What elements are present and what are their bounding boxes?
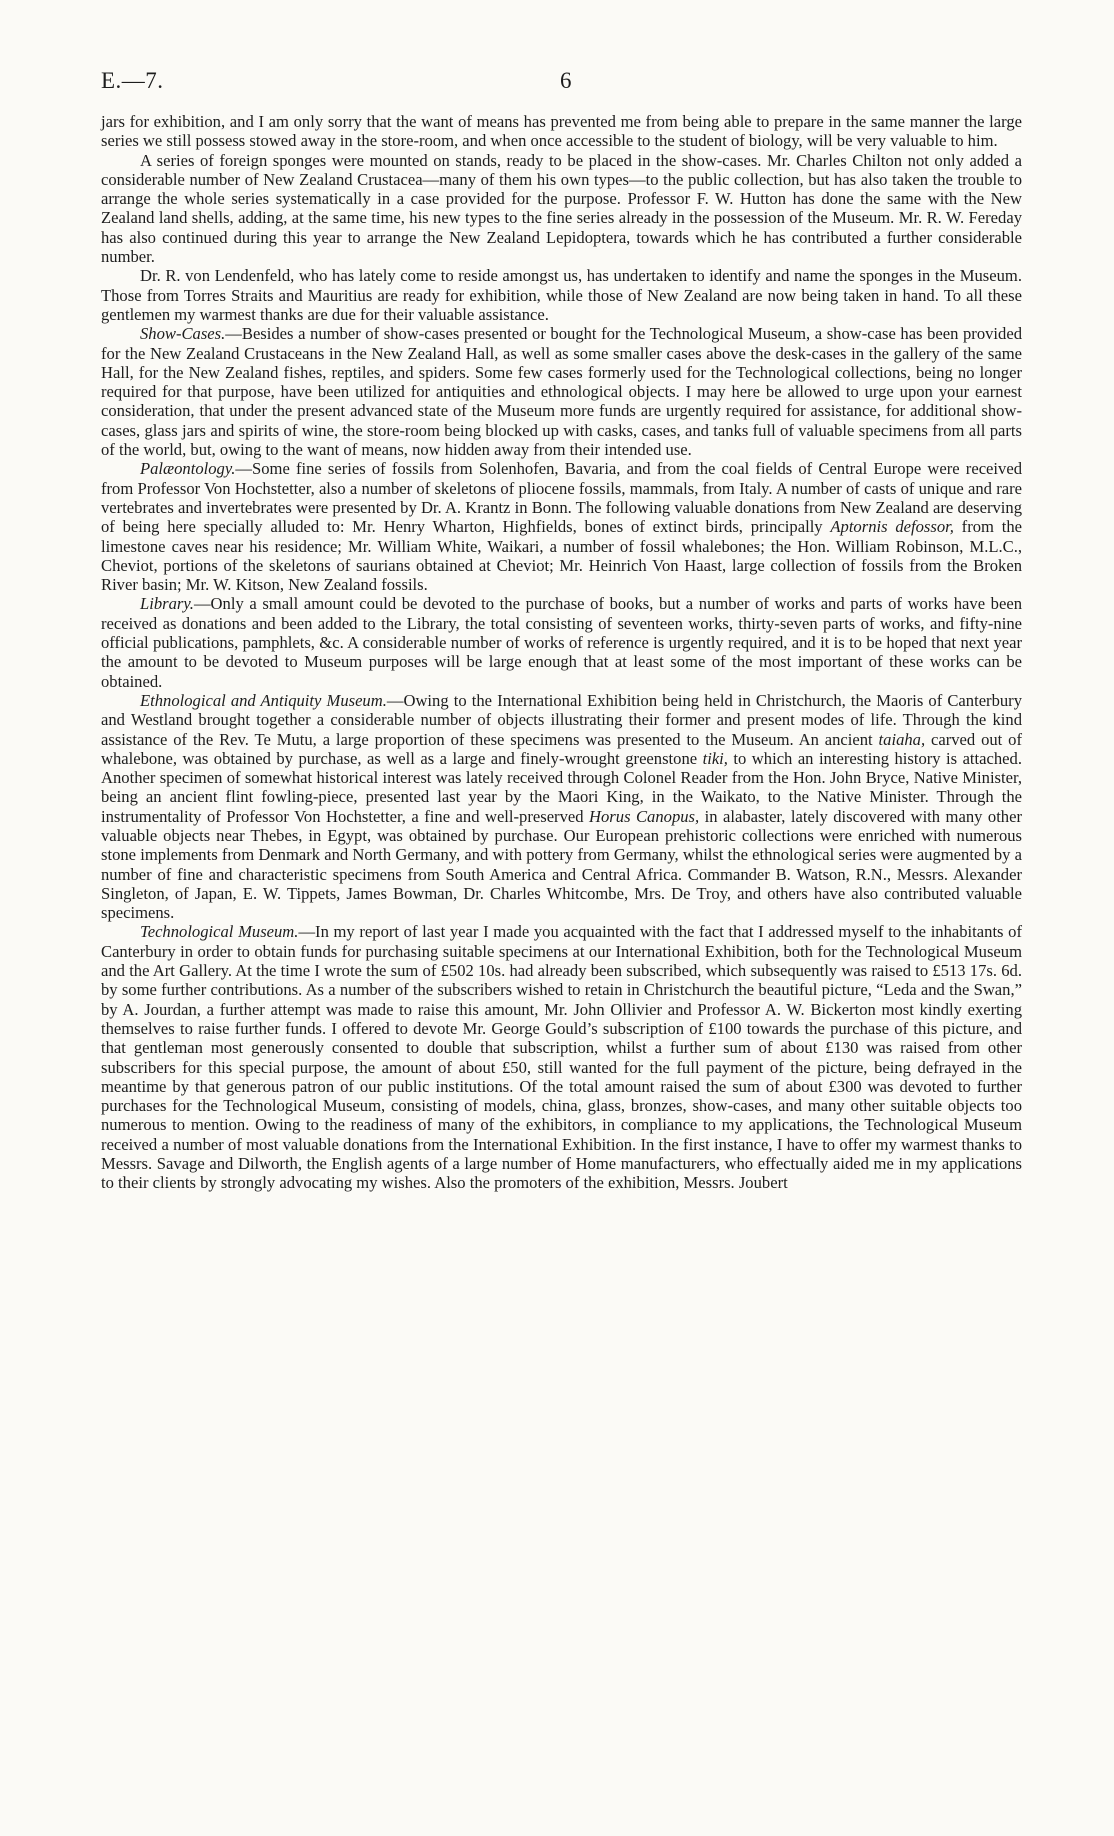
section-heading-show-cases: Show-Cases. (140, 324, 226, 344)
paragraph-text: to which an interesting history is attached. Another specimen of somewhat historical interest was lately received through Colonel Reader from the Hon. John Bryce, Native Minister, being an ancient flint fowling-piece, presented last year by the Maori King, in the Waikato, to the Native Minister. Through the instrumentality of Professor Von Hochstetter, a fine and well-preserved (101, 748, 1022, 826)
section-heading-ethnological: Ethnological and Antiquity Museum. (140, 690, 387, 710)
paragraph-text: carved out of whalebone, was obtained by purchase, as well as a large and finely-wrought greenstone (101, 729, 1022, 768)
paragraph-text: —Only a small amount could be devoted to the purchase of books, but a number of works and parts of works have been received as donations and been added to the Library, the total consisting of seventeen works, thirty-seven parts of works, and fifty-nine official publications, pamphlets, &c. A considerable number of works of reference is urgently required, and it is to be hoped that next year the amount to be devoted to Museum purposes will be large enough that at least some of the most important of these works can be obtained. (101, 594, 1022, 691)
section-heading-library: Library. (140, 594, 194, 614)
paragraph-library (101, 594, 1022, 690)
paragraph-text: jars for exhibition, and I am only sorry that the want of means has prevented me from being able to prepare in the same manner the large series we still possess stowed away in the store-room, and when once accessible to the student of biology, will be very valuable to him. (101, 112, 1022, 151)
page-number: 6 (560, 68, 572, 93)
paragraph-text: in alabaster, lately discovered with many other valuable objects near Thebes, in Egypt, was obtained by purchase. Our European prehistoric collections were enriched with numerous stone implements from Denmark and North Germany, and with pottery from Germany, whilst the ethnological series were augmented by a number of fine and characteristic specimens from South America and Central Africa. Commander B. Watson, R.N., Messrs. Alexander Singleton, of Japan, E. W. Tippets, James Bowman, Dr. Charles Whitcombe, Mrs. De Troy, and others have also contributed valuable specimens. (101, 806, 1022, 923)
paragraph-technological (101, 922, 1022, 1192)
page-header (101, 68, 1022, 112)
paragraph-text: A series of foreign sponges were mounted on stands, ready to be placed in the show-cases. Mr. Charles Chilton not only added a considerable number of New Zealand Crustacea—many of them his own types—to the public collection, but has also taken the trouble to arrange the whole series systematically in a case provided for the purpose. Professor F. W. Hutton has done the same with the New Zealand land shells, adding, at the same time, his new types to the fine series already in the possession of the Museum. Mr. R. W. Fereday has also continued during this year to arrange the New Zealand Lepidoptera, towards which he has contributed a further considerable number. (101, 150, 1022, 267)
paragraph-text: —Some fine series of fossils from Solenhofen, Bavaria, and from the coal fields of Central Europe were received from Professor Von Hochstetter, also a number of skeletons of pliocene fossils, mammals, from Italy. A number of casts of unique and rare vertebrates and invertebrates were presented by Dr. A. Krantz in Bonn. The following valuable donations from New Zealand are deserving of being here specially alluded to: Mr. Henry Wharton, Highfields, bones of extinct birds, principally (101, 459, 1022, 537)
paragraph-text: —In my report of last year I made you acquainted with the fact that I addressed myself to the inhabitants of Canterbury in order to obtain funds for purchasing suitable specimens at our International Exhibition, both for the Technological Museum and the Art Gallery. At the time I wrote the sum of £502 10s. had already been subscribed, which subsequently was raised to £513 17s. 6d. by some further contributions. As a number of the subscribers wished to retain in Christchurch the beautiful picture, “Leda and the Swan,” by A. Jourdan, a further attempt was made to raise this amount, Mr. John Ollivier and Professor A. W. Bickerton most kindly exerting themselves to raise further funds. I offered to devote Mr. George Gould’s subscription of £100 towards the purchase of this picture, and that gentleman most generously consented to double that subscription, whilst a further sum of about £130 was raised from other subscribers for this special purpose, the amount of about £50, still wanted for the full payment of the picture, being defrayed in the meantime by that generous patron of our public institutions. Of the total amount raised the sum of about £300 was devoted to further purchases for the Technological Museum, consisting of models, china, glass, bronzes, show-cases, and many other suitable objects too numerous to mention. Owing to the readiness of many of the exhibitors, in compliance to my applications, the Technological Museum received a number of most valuable donations from the International Exhibition. In the first instance, I have to offer my warmest thanks to Messrs. Savage and Dilworth, the English agents of a large number of Home manufacturers, who effectually aided me in my applications to their clients by strongly advocating my wishes. Also the promoters of the exhibition, Messrs. Joubert (101, 922, 1022, 1193)
paragraph-show-cases (101, 324, 1022, 459)
paragraph-lendenfeld (101, 266, 1022, 324)
body-text (101, 112, 1022, 1193)
species-name: Aptornis defossor, (830, 517, 954, 537)
paragraph-text: —Owing to the International Exhibition being held in Christchurch, the Maoris of Canterbury and Westland brought together a considerable number of objects illustrating their former and present modes of life. Through the kind assistance of the Rev. Te Mutu, a large proportion of these specimens was presented to the Museum. An ancient (101, 690, 1022, 749)
paragraph-jars-continuation (101, 112, 1022, 151)
paragraph-text: Dr. R. von Lendenfeld, who has lately come to reside amongst us, has undertaken to identify and name the sponges in the Museum. Those from Torres Straits and Mauritius are ready for exhibition, while those of New Zealand are now being taken in hand. To all these gentlemen my warmest thanks are due for their valuable assistance. (101, 266, 1022, 324)
paragraph-foreign-sponges (101, 151, 1022, 267)
paragraph-text: —Besides a number of show-cases presented or bought for the Technological Museum, a show-case has been provided for the New Zealand Crustaceans in the New Zealand Hall, as well as some smaller cases above the desk-cases in the gallery of the same Hall, for the New Zealand fishes, reptiles, and spiders. Some few cases formerly used for the Technological collections, being no longer required for that purpose, have been utilized for antiquities and ethnological objects. I may here be allowed to urge upon your earnest consideration, that under the present advanced state of the Museum more funds are urgently required for assistance, for additional show-cases, glass jars and spirits of wine, the store-room being blocked up with casks, cases, and tanks full of valuable specimens from all parts of the world, but, owing to the want of means, now hidden away from their intended use. (101, 324, 1022, 460)
maori-term-tiki: tiki, (702, 748, 728, 768)
paragraph-ethnological (101, 691, 1022, 923)
maori-term-taiaha: taiaha, (878, 729, 926, 749)
section-heading-palaeontology: Palæontology. (140, 459, 236, 479)
paragraph-text: from the limestone caves near his residence; Mr. William White, Waikari, a number of fossil whalebones; the Hon. William Robinson, M.L.C., Cheviot, portions of the skeletons of saurians obtained at Cheviot; Mr. Heinrich Von Haast, large collection of fossils from the Broken River basin; Mr. W. Kitson, New Zealand fossils. (101, 517, 1022, 595)
artifact-name-horus: Horus Canopus, (589, 806, 700, 826)
document-code: E.—7. (101, 68, 164, 93)
paragraph-palaeontology (101, 459, 1022, 594)
document-page (101, 68, 1022, 1193)
section-heading-technological: Technological Museum. (140, 922, 299, 942)
